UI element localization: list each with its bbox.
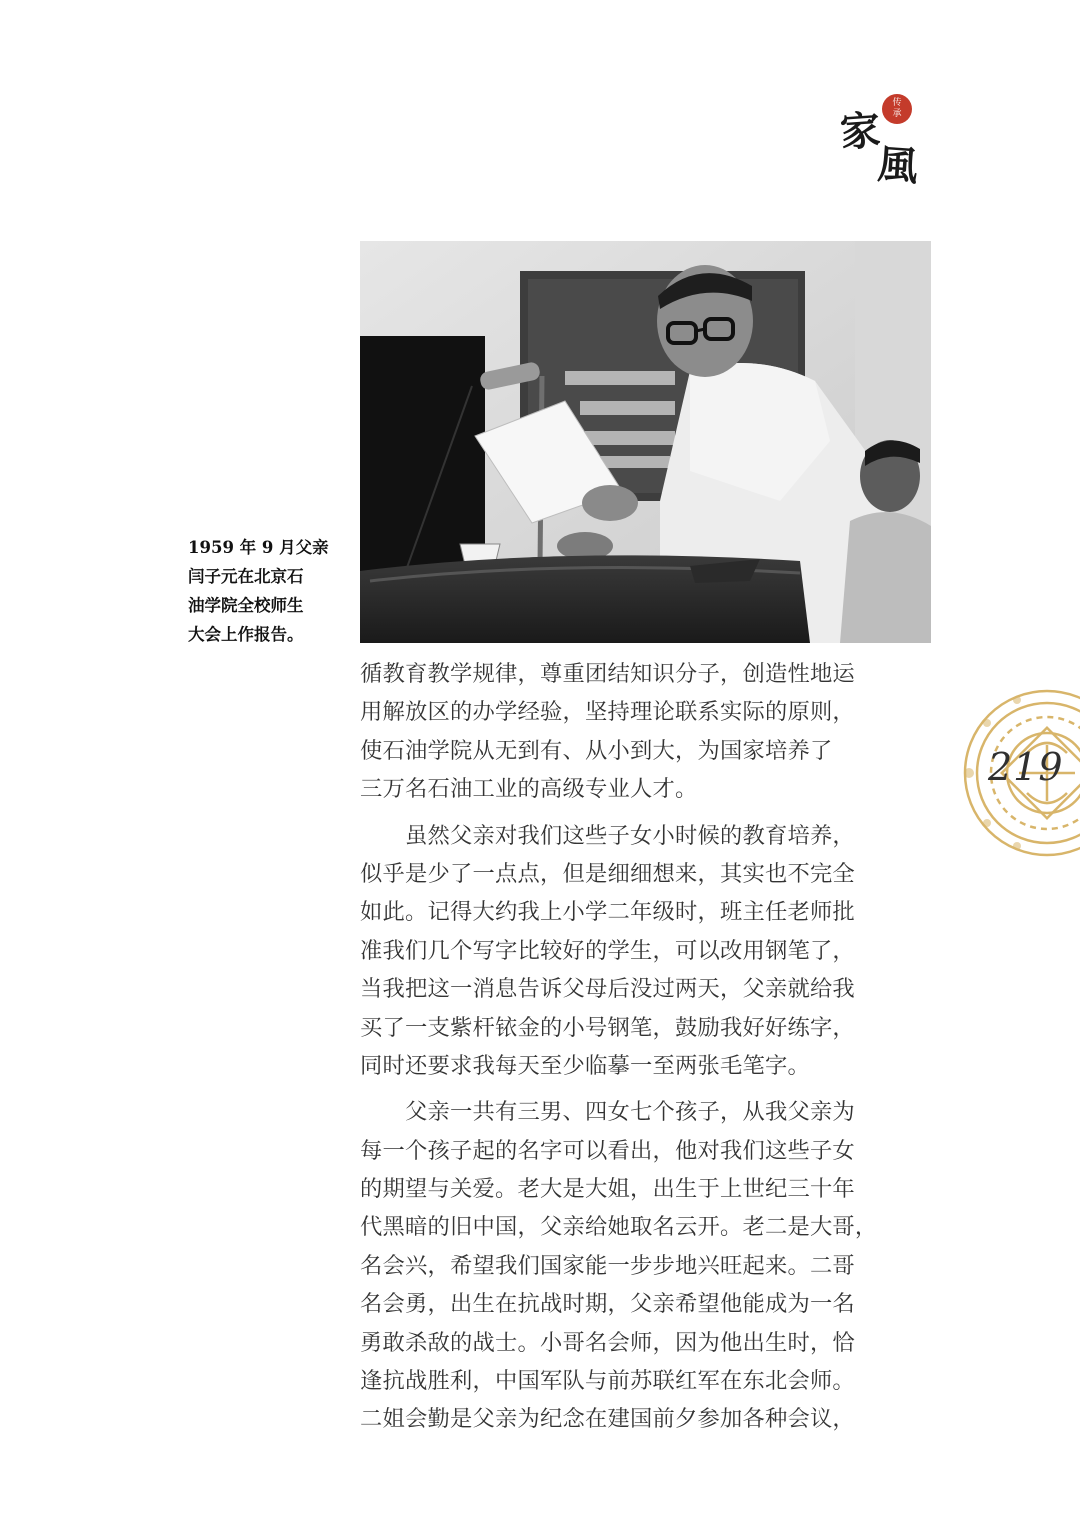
- paragraph-2-line: 虽然父亲对我们这些子女小时候的教育培养，: [360, 822, 855, 849]
- paragraph-2-line: 如此。记得大约我上小学二年级时，班主任老师批: [360, 899, 855, 926]
- caption-line: 1959 年 9 月父亲: [188, 538, 329, 557]
- paragraph-1-line: 三万名石油工业的高级专业人才。: [360, 776, 698, 803]
- paragraph-3-line: 名会勇，出生在抗战时期，父亲希望他能成为一名: [360, 1291, 855, 1318]
- paragraph-3-line: 的期望与关爱。老大是大姐，出生于上世纪三十年: [360, 1176, 855, 1203]
- paragraph-2-line: 当我把这一消息告诉父母后没过两天，父亲就给我: [360, 976, 855, 1003]
- paragraph-3-line: 每一个孩子起的名字可以看出，他对我们这些子女: [360, 1137, 855, 1164]
- seal-char-top: 传: [892, 98, 902, 108]
- book-logo: [838, 90, 938, 190]
- page-number: 219: [988, 745, 1064, 789]
- paragraph-1-line: 使石油学院从无到有、从小到大，为国家培养了: [360, 737, 833, 764]
- historical-photo: [360, 241, 931, 643]
- paragraph-3-line: 二姐会勤是父亲为纪念在建国前夕参加各种会议，: [360, 1406, 855, 1433]
- caption-line: 闫子元在北京石: [188, 567, 304, 586]
- paragraph-2-line: 同时还要求我每天至少临摹一至两张毛笔字。: [360, 1052, 810, 1079]
- logo-char-feng: 風: [876, 140, 920, 191]
- red-seal-icon: [882, 94, 912, 124]
- paragraph-2-line: 似乎是少了一点点，但是细细想来，其实也不完全: [360, 860, 855, 887]
- paragraph-3-line: 勇敢杀敌的战士。小哥名会师，因为他出生时，恰: [360, 1329, 855, 1356]
- paragraph-3-line: 名会兴，希望我们国家能一步步地兴旺起来。二哥: [360, 1252, 855, 1279]
- paragraph-1-line: 循教育教学规律，尊重团结知识分子，创造性地运: [360, 661, 855, 687]
- caption-line: 油学院全校师生: [188, 596, 304, 615]
- caption-line: 大会上作报告。: [188, 625, 304, 644]
- paragraph-3-line: 代黑暗的旧中国，父亲给她取名云开。老二是大哥，: [360, 1214, 878, 1241]
- paragraph-3-line: 父亲一共有三男、四女七个孩子，从我父亲为: [360, 1099, 855, 1126]
- logo-char-jia: 家: [838, 106, 882, 157]
- paragraph-3-line: 逢抗战胜利，中国军队与前苏联红军在东北会师。: [360, 1368, 855, 1395]
- body-text: [360, 655, 935, 1439]
- paragraph-2-line: 买了一支紫杆铱金的小号钢笔，鼓励我好好练字，: [360, 1014, 855, 1041]
- paragraph-2-line: 准我们几个写字比较好的学生，可以改用钢笔了，: [360, 937, 855, 964]
- photo-caption: [188, 533, 340, 649]
- speaker-photo-illustration: [360, 241, 931, 643]
- seal-char-bottom: 承: [892, 109, 902, 119]
- paragraph-1-line: 用解放区的办学经验，坚持理论联系实际的原则，: [360, 699, 855, 726]
